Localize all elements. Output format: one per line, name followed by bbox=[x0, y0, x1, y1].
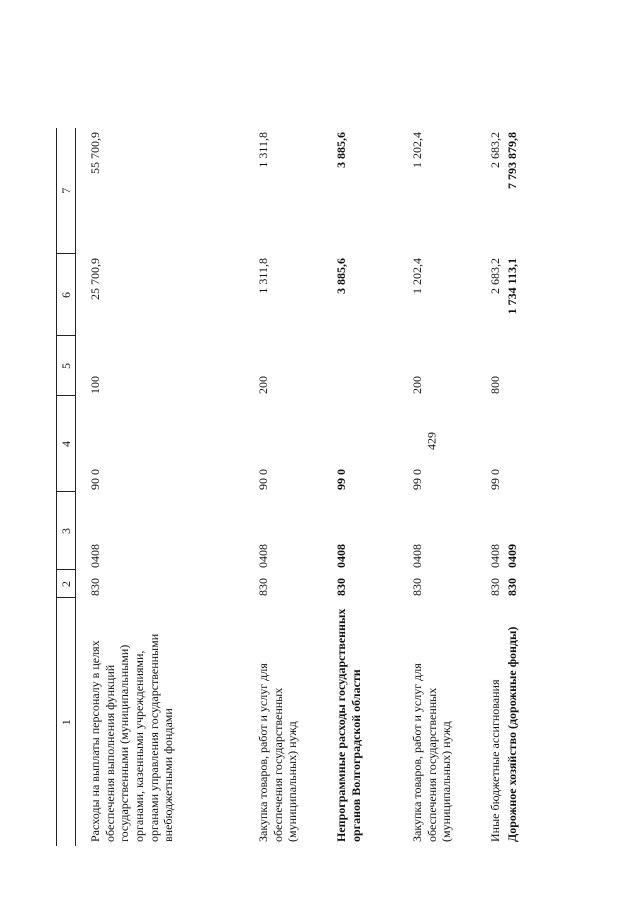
cell-ministry: 830 bbox=[410, 578, 424, 596]
row-name: Расходы на выплаты персоналу в целях обеспечения выполнения функций государственными (муниципальными) органами, казенными учреждениями, органами управления государственными внебюджетными фондами bbox=[88, 633, 176, 842]
cell-amount-2: 1 311,8 bbox=[256, 132, 270, 168]
col-header-7: 7 bbox=[57, 128, 76, 254]
cell-ministry: 830 bbox=[504, 578, 519, 596]
cell-program bbox=[503, 396, 551, 492]
cell-expense-type: 200 bbox=[256, 376, 270, 394]
cell-section: 0408 bbox=[88, 544, 102, 568]
cell-amount-1: 1 202,4 bbox=[410, 258, 424, 294]
budget-table-rotated bbox=[56, 128, 526, 846]
row-name: Закупка товаров, работ и услуг для обеспечения государственных (муниципальных) нужд bbox=[410, 663, 454, 842]
cell-amount-2: 55 700,9 bbox=[88, 132, 102, 174]
cell-section: 0408 bbox=[488, 544, 502, 568]
col-header-3: 3 bbox=[57, 492, 76, 570]
cell-ministry: 830 bbox=[256, 578, 270, 596]
cell-expense-type: 800 bbox=[488, 376, 502, 394]
col-header-4: 4 bbox=[57, 396, 76, 492]
cell-section: 0408 bbox=[334, 544, 348, 568]
cell-amount-2: 3 885,6 bbox=[334, 132, 348, 168]
cell-amount-1: 1 311,8 bbox=[256, 258, 270, 294]
page-number: 429 bbox=[424, 432, 439, 450]
cell-ministry: 830 bbox=[488, 578, 502, 596]
cell-expense-type bbox=[503, 336, 551, 396]
table-row bbox=[476, 128, 503, 846]
cell-program: 90 0 bbox=[88, 469, 102, 490]
table-row bbox=[76, 128, 245, 846]
cell-amount-1: 25 700,9 bbox=[88, 258, 102, 300]
cell-amount-2: 7 793 879,8 bbox=[504, 132, 519, 189]
cell-program: 99 0 bbox=[334, 469, 348, 490]
cell-expense-type: 200 bbox=[410, 376, 424, 394]
col-header-1: 1 bbox=[57, 598, 76, 846]
col-header-6: 6 bbox=[57, 254, 76, 336]
table-row bbox=[322, 128, 398, 846]
cell-amount-1: 3 885,6 bbox=[334, 258, 348, 294]
cell-ministry: 830 bbox=[334, 578, 348, 596]
cell-section: 0409 bbox=[504, 544, 519, 568]
col-header-2: 2 bbox=[57, 570, 76, 598]
col-header-5: 5 bbox=[57, 336, 76, 396]
table-row bbox=[244, 128, 322, 846]
cell-program: 99 0 bbox=[410, 469, 424, 490]
cell-amount-1: 1 734 113,1 bbox=[504, 258, 519, 315]
cell-amount-1: 2 683,2 bbox=[488, 258, 502, 294]
cell-amount-2: 2 683,2 bbox=[488, 132, 502, 168]
row-name: Дорожное хозяйство (дорожные фонды) bbox=[504, 626, 519, 842]
cell-ministry: 830 bbox=[88, 578, 102, 596]
row-name: Иные бюджетные ассигнования bbox=[488, 679, 502, 842]
cell-section: 0408 bbox=[410, 544, 424, 568]
cell-program: 90 0 bbox=[256, 469, 270, 490]
cell-program: 99 0 bbox=[488, 469, 502, 490]
table-row bbox=[398, 128, 476, 846]
cell-expense-type: 100 bbox=[88, 376, 102, 394]
cell-section: 0408 bbox=[256, 544, 270, 568]
cell-amount-2: 1 202,4 bbox=[410, 132, 424, 168]
budget-table bbox=[56, 128, 551, 846]
row-name: Непрограммные расходы государственных органов Волгоградской области bbox=[334, 608, 363, 842]
table-row bbox=[503, 128, 551, 846]
table-header-row bbox=[57, 128, 76, 846]
cell-expense-type bbox=[322, 336, 398, 396]
row-name: Закупка товаров, работ и услуг для обеспечения государственных (муниципальных) нужд bbox=[256, 663, 300, 842]
